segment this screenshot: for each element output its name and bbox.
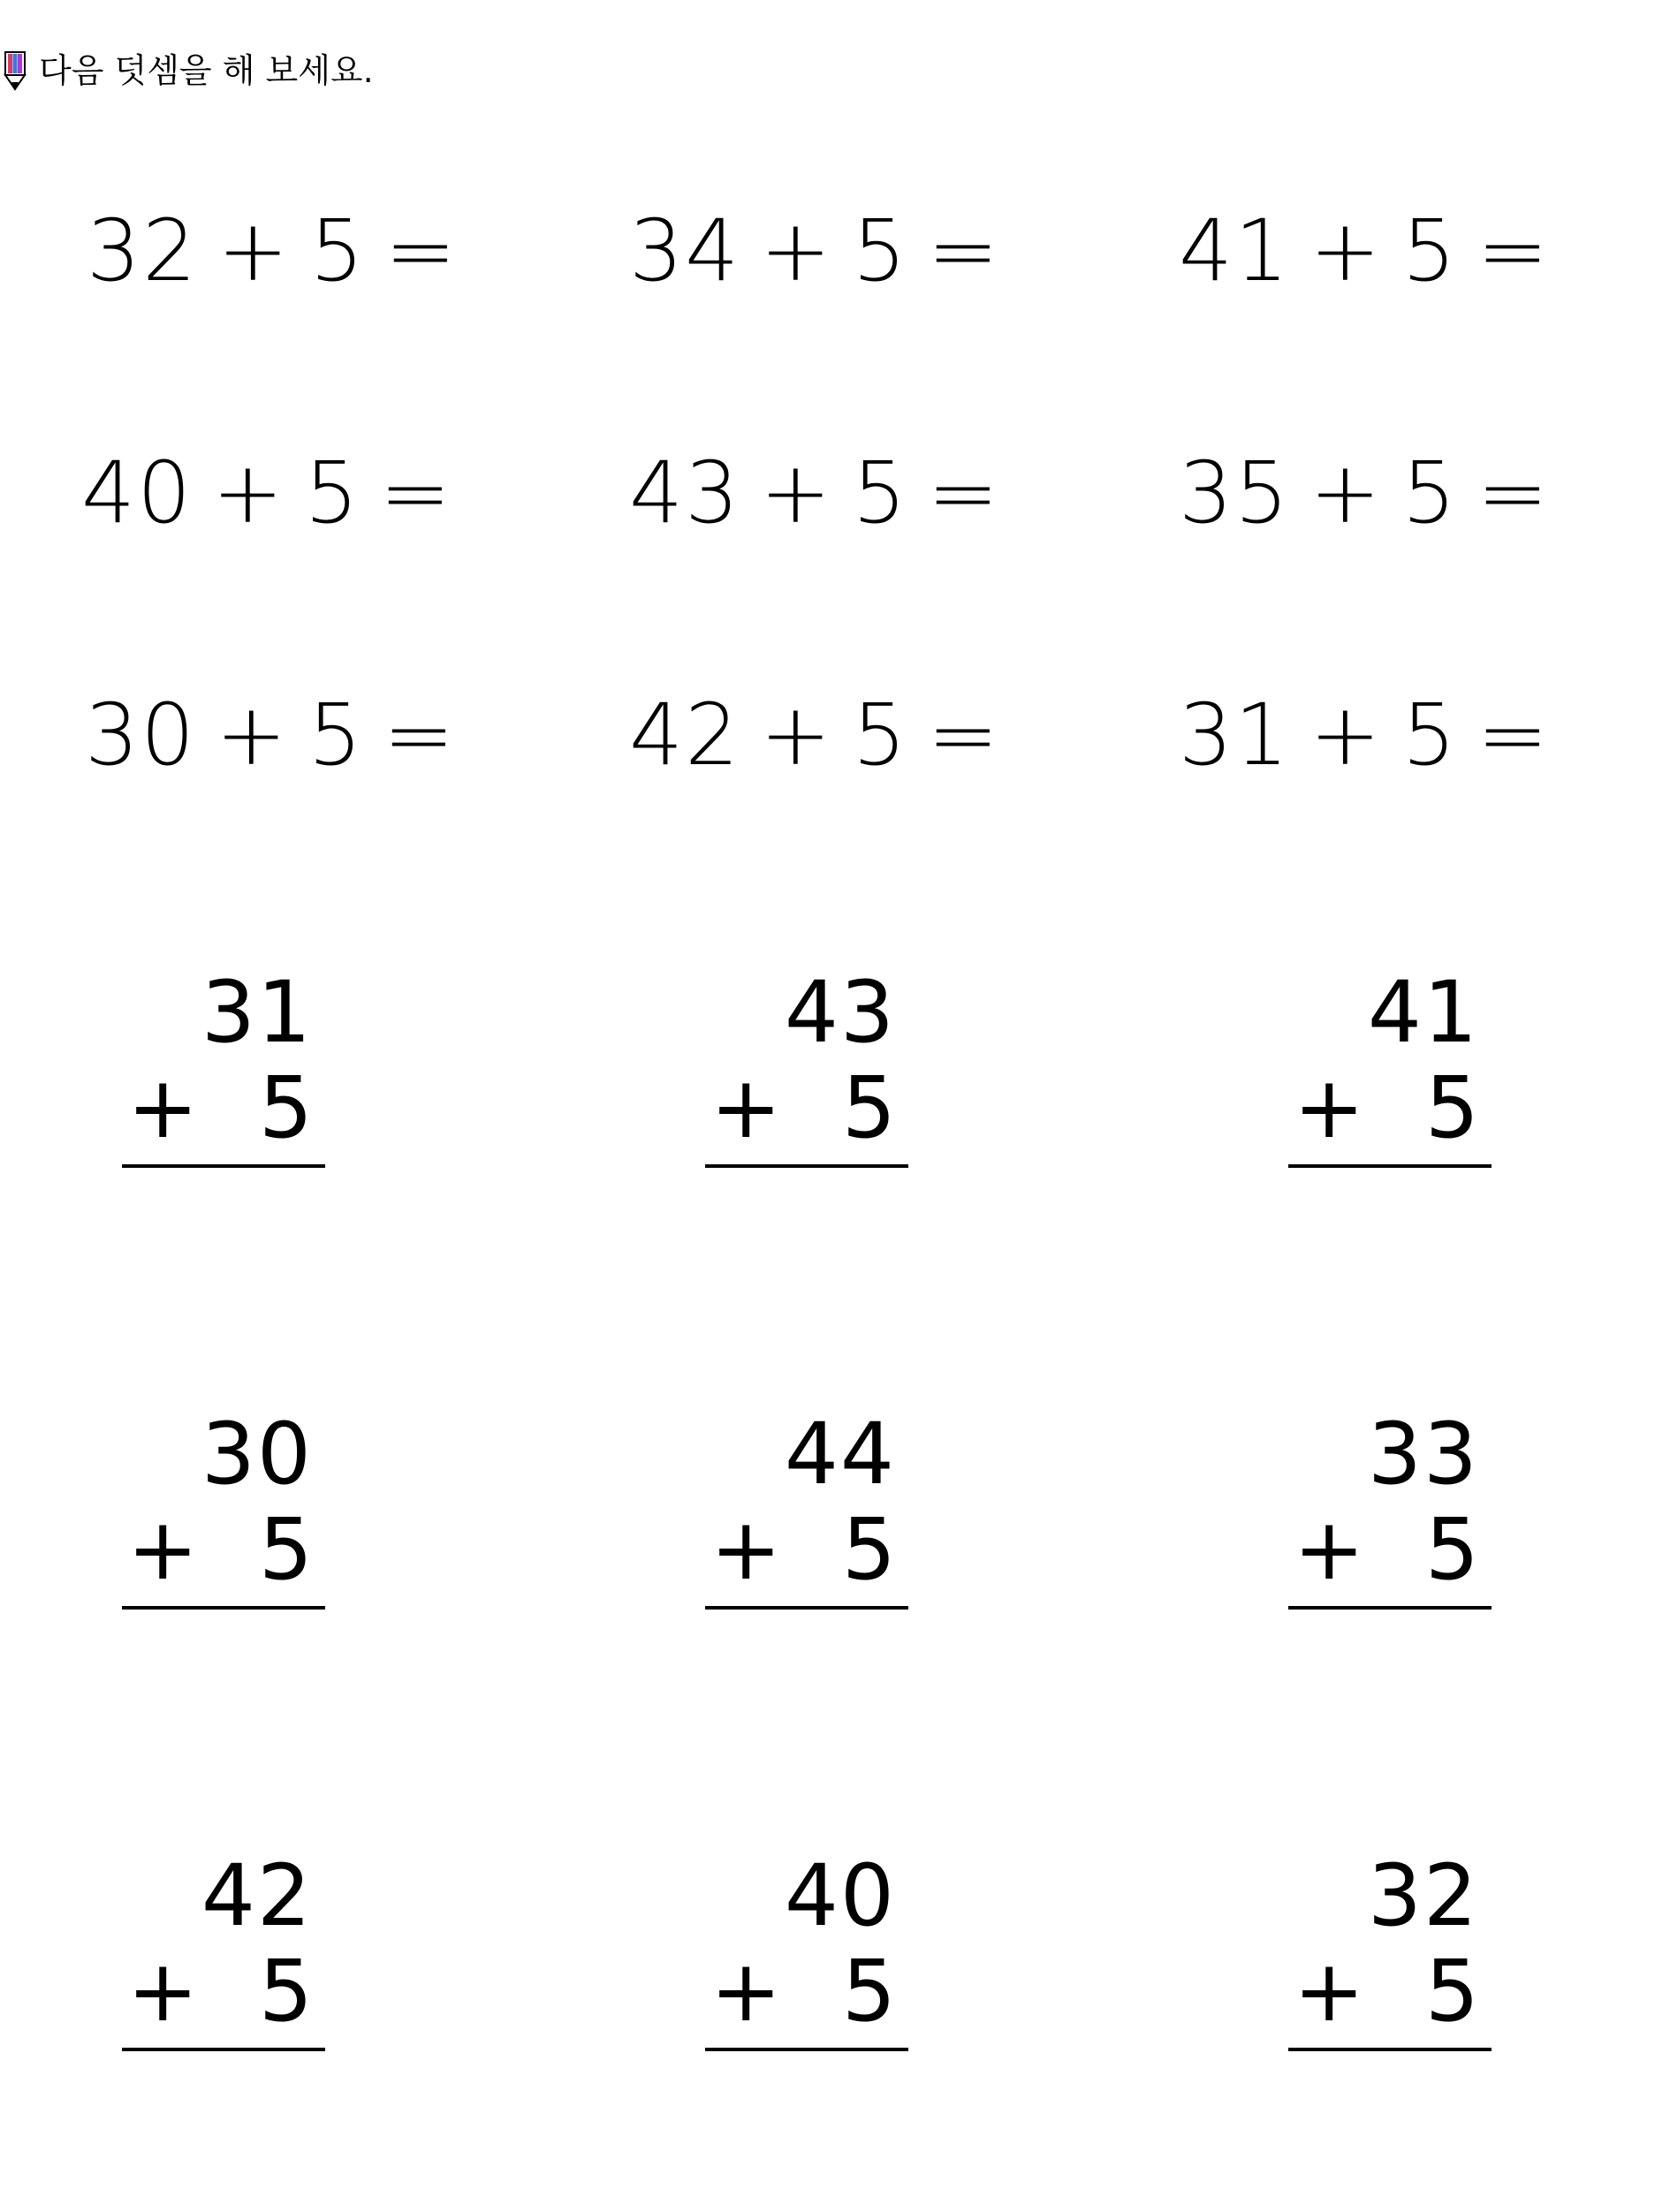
- equals-sign: =: [927, 443, 1001, 542]
- plus-sign: +: [1294, 1500, 1365, 1599]
- answer-line: [705, 1164, 908, 1168]
- addend-b: 5: [1401, 201, 1458, 300]
- pencil-icon: [4, 50, 27, 91]
- answer-line: [122, 1606, 325, 1610]
- plus-sign: +: [127, 1942, 199, 2041]
- vertical-problem: [705, 1405, 935, 1624]
- addend-a: 43: [629, 443, 741, 542]
- addend-a: 35: [1179, 443, 1291, 542]
- addend-b: 5: [852, 201, 908, 300]
- top-number: 41: [1367, 963, 1479, 1062]
- plus-sign: +: [212, 443, 285, 542]
- addend-b: 5: [1401, 686, 1458, 784]
- vertical-problem: [705, 1846, 935, 2065]
- plus-sign: +: [1309, 686, 1383, 784]
- worksheet-header: [4, 46, 374, 95]
- answer-line: [122, 1164, 325, 1168]
- horizontal-problem: [1179, 440, 1670, 546]
- answer-line: [122, 2048, 325, 2051]
- plus-sign: +: [1294, 1058, 1365, 1157]
- addend-a: 30: [85, 686, 197, 784]
- instruction-text: 다음 덧셈을 해 보세요.: [39, 51, 374, 90]
- equals-sign: =: [379, 443, 453, 542]
- plus-sign: +: [710, 1058, 782, 1157]
- horizontal-problem: [1179, 198, 1670, 304]
- vertical-problem: [1288, 963, 1518, 1182]
- equals-sign: =: [927, 201, 1001, 300]
- plus-sign: +: [760, 686, 833, 784]
- horizontal-problem: [81, 440, 576, 546]
- addend-b: 5: [309, 201, 366, 300]
- horizontal-problem: [629, 682, 1124, 788]
- plus-sign: +: [127, 1500, 199, 1599]
- plus-sign: +: [127, 1058, 199, 1157]
- horizontal-problem: [629, 440, 1124, 546]
- vertical-problem: [1288, 1846, 1518, 2065]
- addend-a: 32: [87, 201, 199, 300]
- plus-sign: +: [216, 686, 289, 784]
- vertical-problem: [122, 1846, 352, 2065]
- horizontal-problem: [87, 198, 581, 304]
- horizontal-problem: [629, 198, 1124, 304]
- bottom-number: 5: [258, 1942, 313, 2041]
- horizontal-problem: [85, 682, 580, 788]
- plus-sign: +: [1309, 201, 1383, 300]
- vertical-problem: [122, 1405, 352, 1624]
- addend-b: 5: [852, 443, 908, 542]
- top-number: 44: [784, 1405, 896, 1504]
- equals-sign: =: [1476, 686, 1551, 784]
- vertical-problem: [705, 963, 935, 1182]
- plus-sign: +: [710, 1500, 782, 1599]
- top-number: 33: [1367, 1405, 1479, 1504]
- addend-b: 5: [304, 443, 361, 542]
- bottom-number: 5: [1424, 1500, 1479, 1599]
- top-number: 31: [201, 963, 313, 1062]
- plus-sign: +: [1294, 1942, 1365, 2041]
- plus-sign: +: [217, 201, 291, 300]
- addend-b: 5: [852, 686, 908, 784]
- plus-sign: +: [760, 201, 833, 300]
- bottom-number: 5: [841, 1058, 896, 1157]
- bottom-number: 5: [841, 1500, 896, 1599]
- vertical-problem: [1288, 1405, 1518, 1624]
- addend-a: 42: [629, 686, 741, 784]
- addend-a: 34: [629, 201, 741, 300]
- vertical-problem: [122, 963, 352, 1182]
- top-number: 40: [784, 1846, 896, 1945]
- horizontal-problem: [1179, 682, 1670, 788]
- addend-b: 5: [307, 686, 364, 784]
- addend-a: 41: [1179, 201, 1291, 300]
- bottom-number: 5: [1424, 1942, 1479, 2041]
- bottom-number: 5: [1424, 1058, 1479, 1157]
- answer-line: [705, 1606, 908, 1610]
- addend-b: 5: [1401, 443, 1458, 542]
- equals-sign: =: [383, 686, 457, 784]
- answer-line: [1288, 1164, 1492, 1168]
- answer-line: [705, 2048, 908, 2051]
- addend-a: 40: [81, 443, 194, 542]
- top-number: 32: [1367, 1846, 1479, 1945]
- equals-sign: =: [384, 201, 459, 300]
- plus-sign: +: [1309, 443, 1383, 542]
- plus-sign: +: [710, 1942, 782, 2041]
- top-number: 42: [201, 1846, 313, 1945]
- top-number: 30: [201, 1405, 313, 1504]
- bottom-number: 5: [258, 1500, 313, 1599]
- equals-sign: =: [1476, 201, 1551, 300]
- equals-sign: =: [927, 686, 1001, 784]
- answer-line: [1288, 2048, 1492, 2051]
- answer-line: [1288, 1606, 1492, 1610]
- top-number: 43: [784, 963, 896, 1062]
- bottom-number: 5: [841, 1942, 896, 2041]
- plus-sign: +: [760, 443, 833, 542]
- addend-a: 31: [1179, 686, 1291, 784]
- equals-sign: =: [1476, 443, 1551, 542]
- bottom-number: 5: [258, 1058, 313, 1157]
